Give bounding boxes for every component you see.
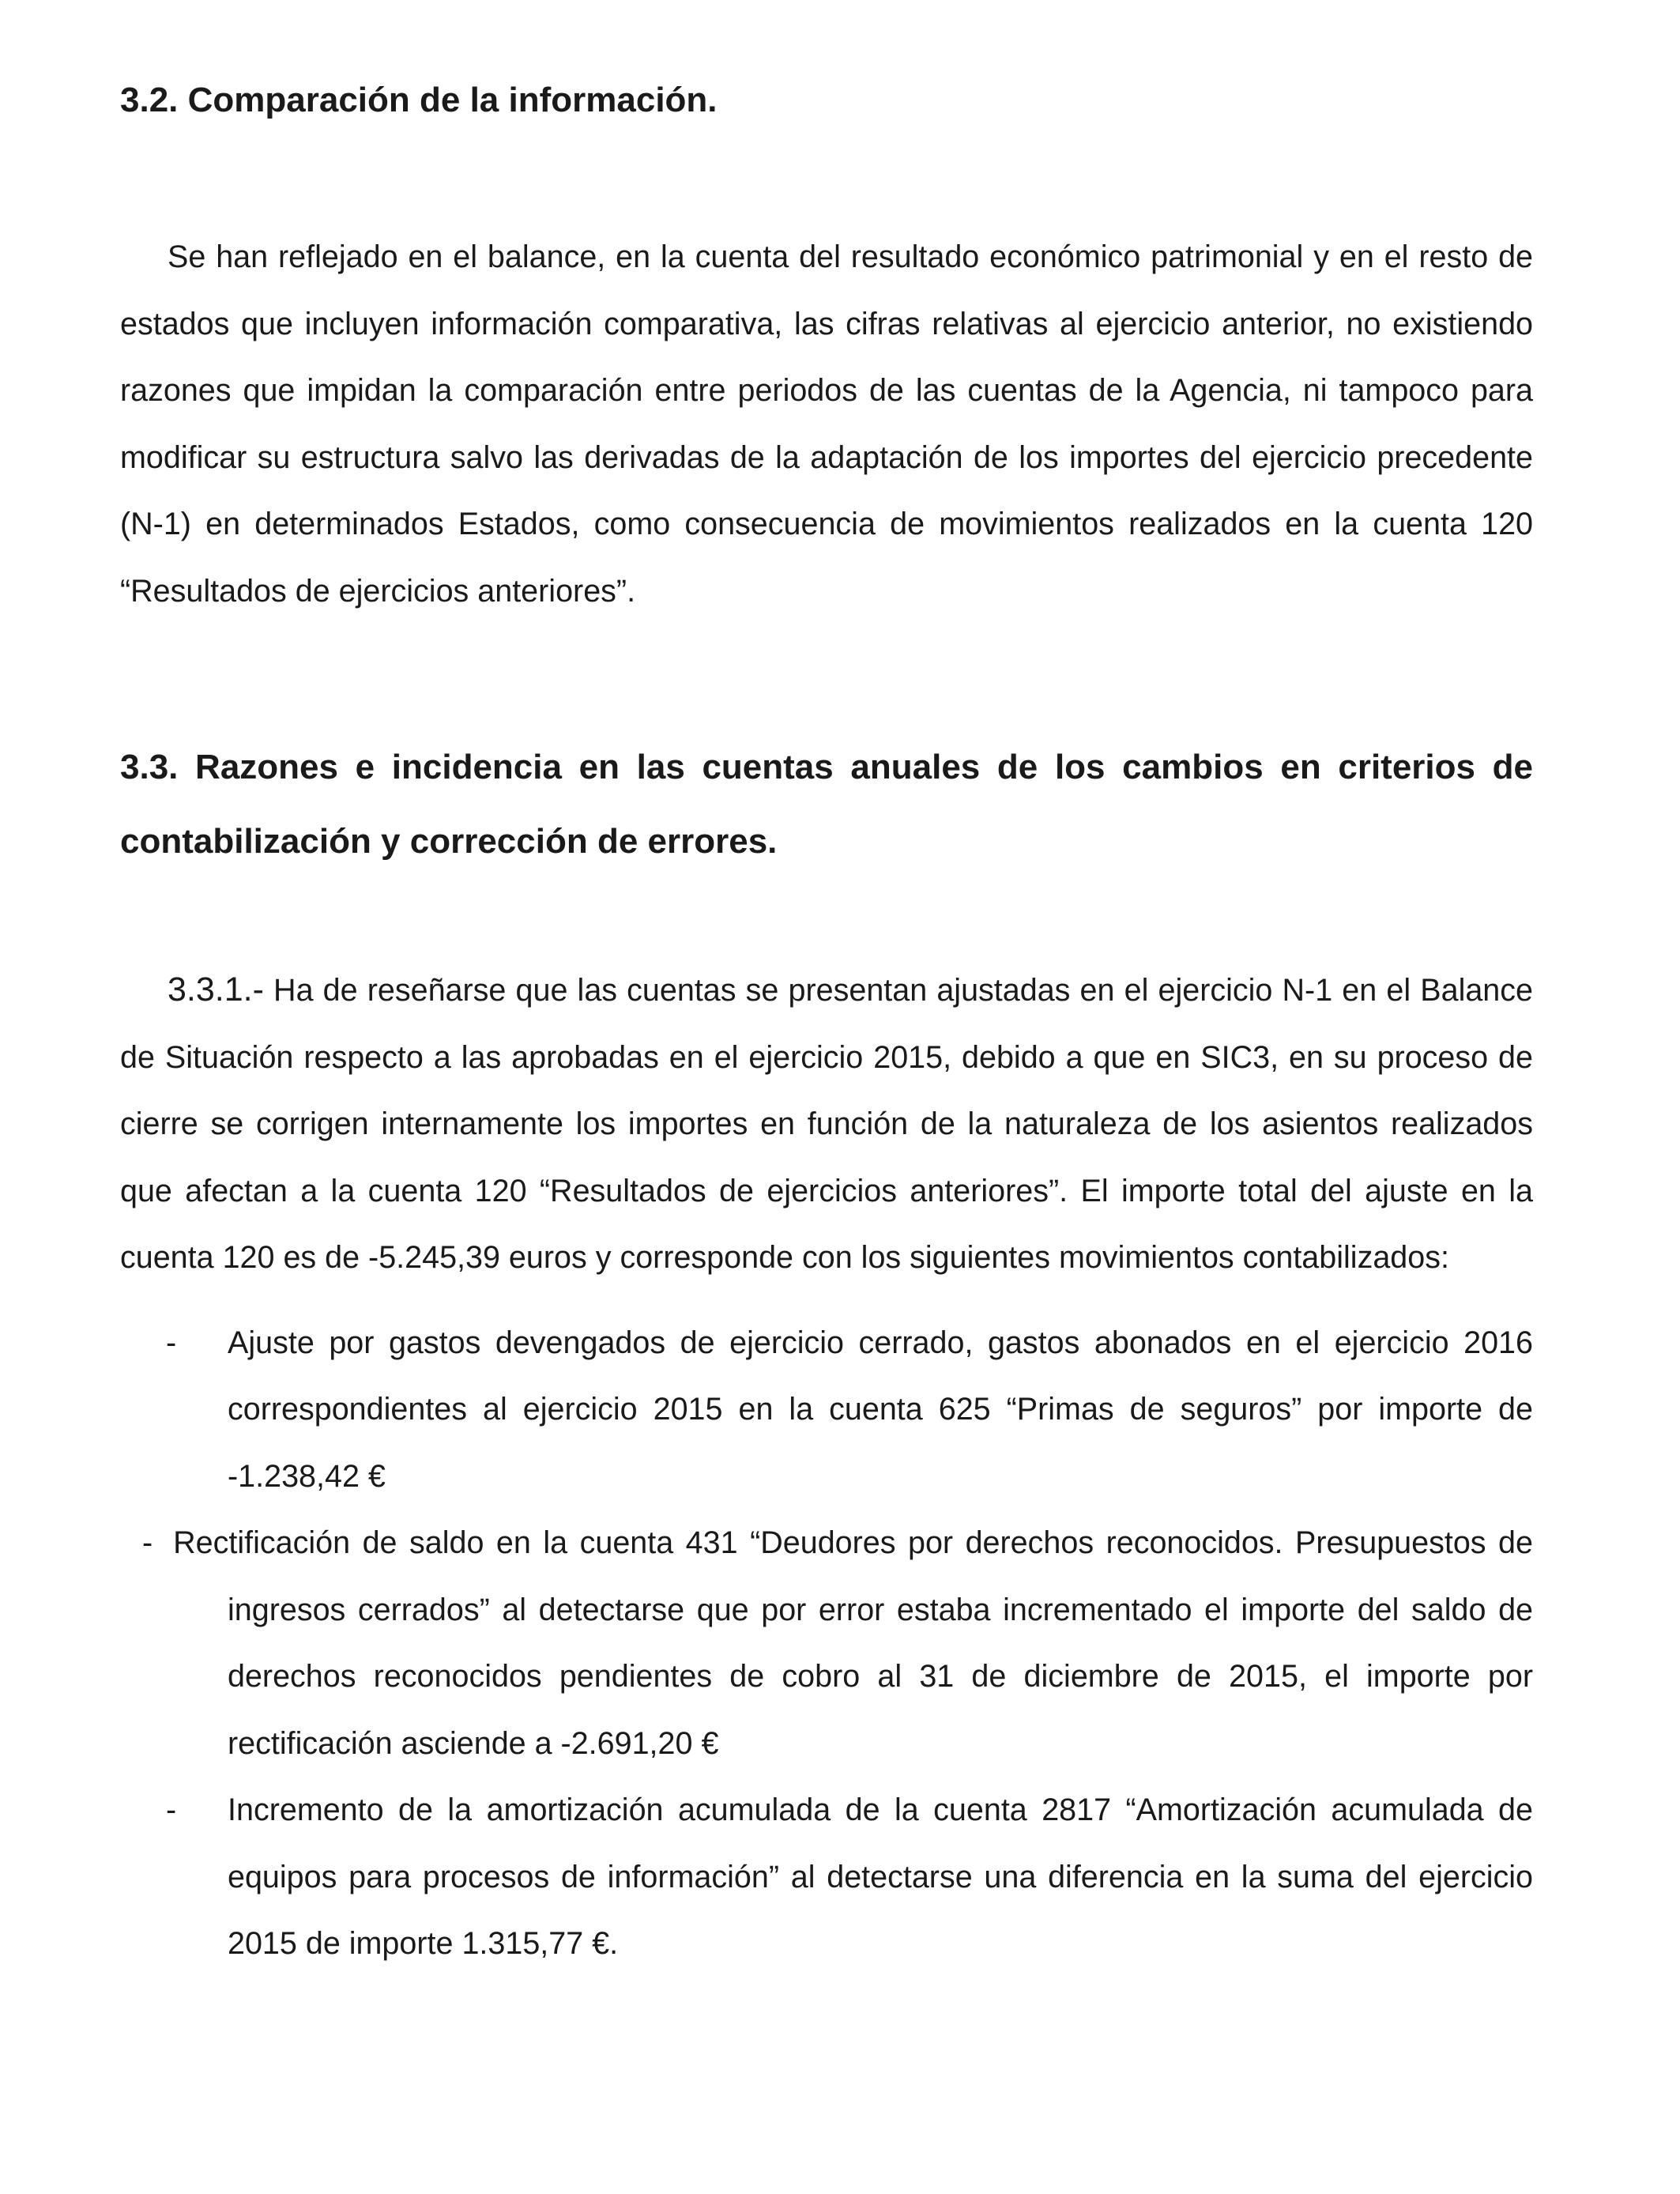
list-item bbox=[120, 1510, 1533, 1777]
document-page bbox=[120, 63, 1533, 1977]
section-3-2-heading: 3.2. Comparación de la información. bbox=[120, 81, 718, 119]
subsection-3-3-1-paragraph bbox=[120, 956, 1533, 1291]
adjustment-list bbox=[120, 1310, 1533, 1977]
list-item-text: Incremento de la amortización acumulada de la cuenta 2817 “Amortización acumulada de equipos para procesos de información” al detectarse una diferencia en la suma del ejercicio 2015 de importe 1.315,77 €. bbox=[228, 1793, 1533, 1961]
list-item bbox=[120, 1310, 1533, 1510]
subsection-3-3-1-text: Ha de reseñarse que las cuentas se presentan ajustadas en el ejercicio N-1 en el Balance de Situación respecto a las aprobadas en el ejercicio 2015, debido a que en SIC3, en su proceso de cierre se corrigen internamente los importes en función de la naturaleza de los asientos realizados que afectan a la cuenta 120 “Resultados de ejercicios anteriores”. El importe total del ajuste en la cuenta 120 es de -5.245,39 euros y corresponde con los siguientes movimientos contabilizados: bbox=[120, 973, 1533, 1275]
bullet-dash: - bbox=[166, 1793, 177, 1827]
bullet-dash: - bbox=[142, 1525, 153, 1560]
bullet-dash: - bbox=[166, 1325, 177, 1360]
list-item-text: Ajuste por gastos devengados de ejercicio cerrado, gastos abonados en el ejercicio 2016 correspondientes al ejercicio 2015 en la cuenta 625 “Primas de seguros” por importe de -1.238,42 € bbox=[228, 1325, 1533, 1494]
list-item bbox=[120, 1777, 1533, 1977]
section-3-2-paragraph: Se han reflejado en el balance, en la cuenta del resultado económico patrimonial y en el resto de estados que incluyen información comparativa, las cifras relativas al ejercicio anterior, no existiendo razones que impidan la comparación entre periodos de las cuentas de la Agencia, ni tampoco para modificar su estructura salvo las derivadas de la adaptación de los importes del ejercicio precedente (N-1) en determinados Estados, como consecuencia de movimientos realizados en la cuenta 120 “Resultados de ejercicios anteriores”. bbox=[120, 239, 1533, 609]
section-3-3-heading: 3.3. Razones e incidencia en las cuentas anuales de los cambios en criterios de contabilización y corrección de errores. bbox=[120, 748, 1533, 861]
list-item-text: Rectificación de saldo en la cuenta 431 “Deudores por derechos reconocidos. Presupuestos de ingresos cerrados” al detectarse que por error estaba incrementado el importe del saldo de derechos reconocidos pendientes de cobro al 31 de diciembre de 2015, el importe por rectificación asciende a -2.691,20 € bbox=[173, 1525, 1533, 1761]
subsection-3-3-1-number: 3.3.1.- bbox=[168, 971, 264, 1008]
